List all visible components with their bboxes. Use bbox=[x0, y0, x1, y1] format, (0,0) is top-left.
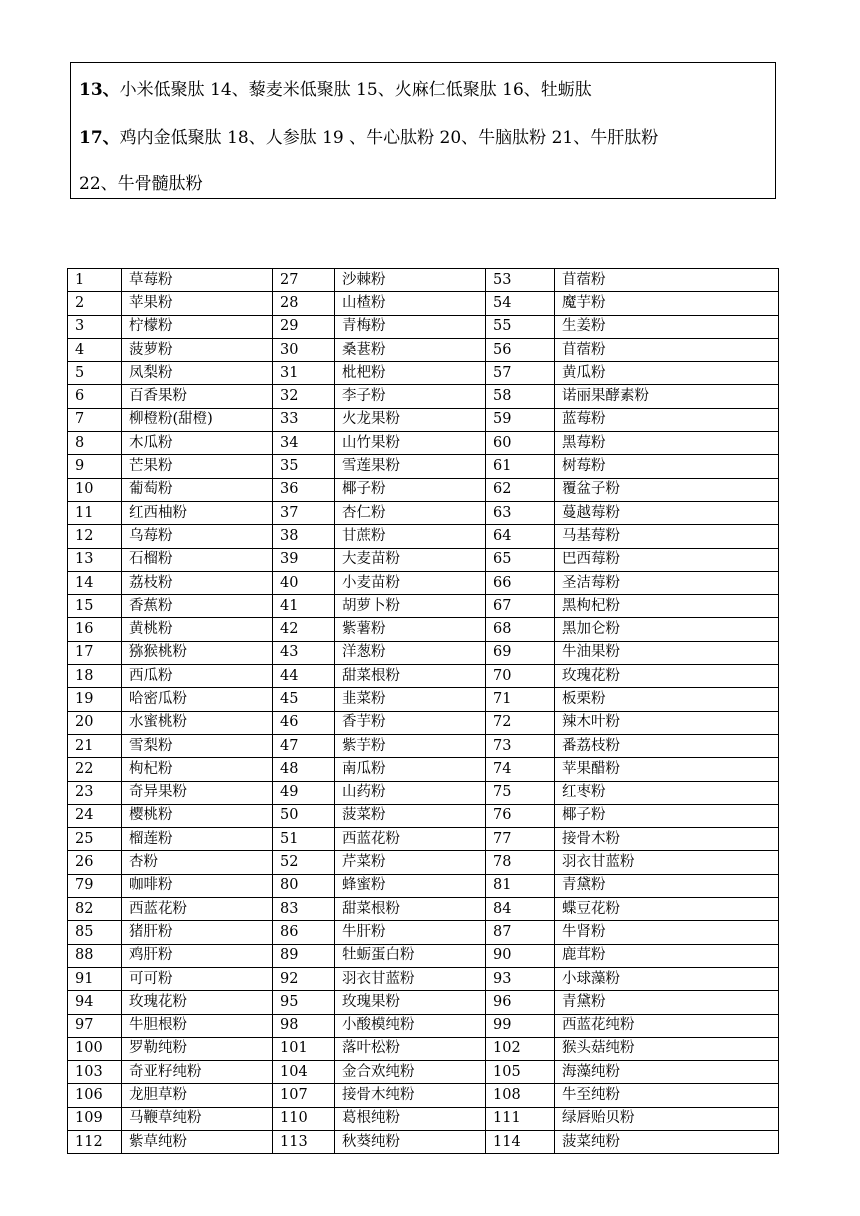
peptide-text: 小米低聚肽 14、藜麦米低聚肽 15、火麻仁低聚肽 16、牡蛎肽 bbox=[119, 80, 592, 100]
item-number-cell: 10 bbox=[68, 478, 122, 501]
item-number-cell: 46 bbox=[273, 711, 335, 734]
item-number-cell: 113 bbox=[273, 1130, 335, 1153]
table-row bbox=[68, 338, 779, 361]
item-name-cell: 凤梨粉 bbox=[122, 362, 273, 385]
item-name-cell: 青黛粉 bbox=[555, 874, 779, 897]
item-name-cell: 青黛粉 bbox=[555, 991, 779, 1014]
item-name-cell: 椰子粉 bbox=[555, 804, 779, 827]
item-number-cell: 19 bbox=[68, 688, 122, 711]
item-number-cell: 95 bbox=[273, 991, 335, 1014]
item-number-cell: 114 bbox=[486, 1130, 555, 1153]
item-number-cell: 94 bbox=[68, 991, 122, 1014]
item-name-cell: 猕猴桃粉 bbox=[122, 641, 273, 664]
item-number-cell: 31 bbox=[273, 362, 335, 385]
item-name-cell: 小酸模纯粉 bbox=[335, 1014, 486, 1037]
item-number-cell: 51 bbox=[273, 828, 335, 851]
item-name-cell: 黑枸杞粉 bbox=[555, 595, 779, 618]
item-name-cell: 韭菜粉 bbox=[335, 688, 486, 711]
item-number-cell: 81 bbox=[486, 874, 555, 897]
item-number-cell: 105 bbox=[486, 1061, 555, 1084]
item-name-cell: 大麦苗粉 bbox=[335, 548, 486, 571]
item-name-cell: 秋葵纯粉 bbox=[335, 1130, 486, 1153]
item-number-cell: 109 bbox=[68, 1107, 122, 1130]
item-name-cell: 树莓粉 bbox=[555, 455, 779, 478]
item-number-cell: 79 bbox=[68, 874, 122, 897]
table-row bbox=[68, 1130, 779, 1153]
table-row bbox=[68, 967, 779, 990]
item-number-cell: 57 bbox=[486, 362, 555, 385]
item-name-cell: 木瓜粉 bbox=[122, 432, 273, 455]
item-number-cell: 64 bbox=[486, 525, 555, 548]
item-number-cell: 33 bbox=[273, 408, 335, 431]
table-row bbox=[68, 665, 779, 688]
item-name-cell: 苹果醋粉 bbox=[555, 758, 779, 781]
item-number-cell: 13 bbox=[68, 548, 122, 571]
item-number-cell: 52 bbox=[273, 851, 335, 874]
item-number-cell: 4 bbox=[68, 338, 122, 361]
item-name-cell: 椰子粉 bbox=[335, 478, 486, 501]
item-number-cell: 82 bbox=[68, 898, 122, 921]
item-name-cell: 菠菜纯粉 bbox=[555, 1130, 779, 1153]
item-name-cell: 枸杞粉 bbox=[122, 758, 273, 781]
item-name-cell: 洋葱粉 bbox=[335, 641, 486, 664]
item-number-cell: 87 bbox=[486, 921, 555, 944]
item-name-cell: 可可粉 bbox=[122, 967, 273, 990]
item-name-cell: 黑莓粉 bbox=[555, 432, 779, 455]
item-number-cell: 67 bbox=[486, 595, 555, 618]
item-number-cell: 29 bbox=[273, 315, 335, 338]
table-row bbox=[68, 478, 779, 501]
item-name-cell: 山竹果粉 bbox=[335, 432, 486, 455]
item-number-cell: 70 bbox=[486, 665, 555, 688]
item-name-cell: 马基莓粉 bbox=[555, 525, 779, 548]
item-number-cell: 62 bbox=[486, 478, 555, 501]
item-name-cell: 红西柚粉 bbox=[122, 501, 273, 524]
item-number-cell: 106 bbox=[68, 1084, 122, 1107]
item-name-cell: 乌莓粉 bbox=[122, 525, 273, 548]
item-number-cell: 84 bbox=[486, 898, 555, 921]
item-number-cell: 7 bbox=[68, 408, 122, 431]
item-name-cell: 苜蓿粉 bbox=[555, 269, 779, 292]
item-name-cell: 覆盆子粉 bbox=[555, 478, 779, 501]
item-number-cell: 20 bbox=[68, 711, 122, 734]
item-number-cell: 54 bbox=[486, 292, 555, 315]
item-name-cell: 柠檬粉 bbox=[122, 315, 273, 338]
item-name-cell: 蜂蜜粉 bbox=[335, 874, 486, 897]
item-name-cell: 牛至纯粉 bbox=[555, 1084, 779, 1107]
item-name-cell: 咖啡粉 bbox=[122, 874, 273, 897]
item-name-cell: 苜蓿粉 bbox=[555, 338, 779, 361]
item-number-cell: 108 bbox=[486, 1084, 555, 1107]
item-number-cell: 72 bbox=[486, 711, 555, 734]
item-name-cell: 番荔枝粉 bbox=[555, 734, 779, 757]
table-row bbox=[68, 641, 779, 664]
item-number-cell: 73 bbox=[486, 734, 555, 757]
item-name-cell: 杏仁粉 bbox=[335, 501, 486, 524]
item-number-cell: 18 bbox=[68, 665, 122, 688]
item-name-cell: 奇亚籽纯粉 bbox=[122, 1061, 273, 1084]
item-name-cell: 板栗粉 bbox=[555, 688, 779, 711]
item-number-cell: 55 bbox=[486, 315, 555, 338]
item-number: 13、 bbox=[79, 80, 120, 100]
item-name-cell: 菠菜粉 bbox=[335, 804, 486, 827]
item-name-cell: 绿唇贻贝粉 bbox=[555, 1107, 779, 1130]
item-number-cell: 40 bbox=[273, 571, 335, 594]
item-name-cell: 沙棘粉 bbox=[335, 269, 486, 292]
item-number-cell: 98 bbox=[273, 1014, 335, 1037]
item-name-cell: 猪肝粉 bbox=[122, 921, 273, 944]
item-number: 17、 bbox=[79, 128, 120, 148]
item-number-cell: 76 bbox=[486, 804, 555, 827]
item-number-cell: 3 bbox=[68, 315, 122, 338]
item-name-cell: 蓝莓粉 bbox=[555, 408, 779, 431]
item-number-cell: 80 bbox=[273, 874, 335, 897]
item-number-cell: 77 bbox=[486, 828, 555, 851]
item-number-cell: 112 bbox=[68, 1130, 122, 1153]
peptide-line-1 bbox=[79, 75, 592, 100]
peptide-line-3: 22、牛骨髓肽粉 bbox=[79, 174, 203, 194]
item-name-cell: 牛油果粉 bbox=[555, 641, 779, 664]
item-number-cell: 48 bbox=[273, 758, 335, 781]
table-row bbox=[68, 1061, 779, 1084]
item-name-cell: 雪莲果粉 bbox=[335, 455, 486, 478]
item-name-cell: 雪梨粉 bbox=[122, 734, 273, 757]
item-number-cell: 36 bbox=[273, 478, 335, 501]
table-row bbox=[68, 991, 779, 1014]
item-name-cell: 牛胆根粉 bbox=[122, 1014, 273, 1037]
item-name-cell: 杏粉 bbox=[122, 851, 273, 874]
item-name-cell: 黄桃粉 bbox=[122, 618, 273, 641]
item-name-cell: 苹果粉 bbox=[122, 292, 273, 315]
item-name-cell: 甜菜根粉 bbox=[335, 898, 486, 921]
table-row bbox=[68, 898, 779, 921]
item-name-cell: 百香果粉 bbox=[122, 385, 273, 408]
item-number-cell: 43 bbox=[273, 641, 335, 664]
item-number-cell: 83 bbox=[273, 898, 335, 921]
table-row bbox=[68, 688, 779, 711]
item-name-cell: 甜菜根粉 bbox=[335, 665, 486, 688]
item-name-cell: 西蓝花纯粉 bbox=[555, 1014, 779, 1037]
item-name-cell: 草莓粉 bbox=[122, 269, 273, 292]
item-number-cell: 50 bbox=[273, 804, 335, 827]
item-name-cell: 羽衣甘蓝粉 bbox=[555, 851, 779, 874]
item-name-cell: 枇杷粉 bbox=[335, 362, 486, 385]
table-row bbox=[68, 571, 779, 594]
item-number-cell: 22 bbox=[68, 758, 122, 781]
table-row bbox=[68, 269, 779, 292]
item-name-cell: 西蓝花粉 bbox=[122, 898, 273, 921]
item-name-cell: 接骨木纯粉 bbox=[335, 1084, 486, 1107]
item-name-cell: 葡萄粉 bbox=[122, 478, 273, 501]
table-row bbox=[68, 828, 779, 851]
table-row bbox=[68, 408, 779, 431]
item-name-cell: 羽衣甘蓝粉 bbox=[335, 967, 486, 990]
item-number-cell: 21 bbox=[68, 734, 122, 757]
item-number-cell: 93 bbox=[486, 967, 555, 990]
table-row bbox=[68, 944, 779, 967]
table-row bbox=[68, 1107, 779, 1130]
item-number-cell: 69 bbox=[486, 641, 555, 664]
item-number-cell: 92 bbox=[273, 967, 335, 990]
item-name-cell: 葛根纯粉 bbox=[335, 1107, 486, 1130]
item-name-cell: 圣洁莓粉 bbox=[555, 571, 779, 594]
table-row bbox=[68, 711, 779, 734]
item-number-cell: 16 bbox=[68, 618, 122, 641]
peptide-list-box bbox=[70, 62, 776, 199]
table-row bbox=[68, 595, 779, 618]
item-number-cell: 61 bbox=[486, 455, 555, 478]
item-name-cell: 香芋粉 bbox=[335, 711, 486, 734]
table-row bbox=[68, 501, 779, 524]
item-number-cell: 30 bbox=[273, 338, 335, 361]
item-name-cell: 巴西莓粉 bbox=[555, 548, 779, 571]
item-number-cell: 90 bbox=[486, 944, 555, 967]
item-number-cell: 27 bbox=[273, 269, 335, 292]
item-name-cell: 紫芋粉 bbox=[335, 734, 486, 757]
table-row bbox=[68, 432, 779, 455]
item-number-cell: 96 bbox=[486, 991, 555, 1014]
table-row bbox=[68, 851, 779, 874]
item-name-cell: 牛肝粉 bbox=[335, 921, 486, 944]
item-number-cell: 14 bbox=[68, 571, 122, 594]
item-name-cell: 牛肾粉 bbox=[555, 921, 779, 944]
item-name-cell: 小麦苗粉 bbox=[335, 571, 486, 594]
item-number-cell: 8 bbox=[68, 432, 122, 455]
item-name-cell: 落叶松粉 bbox=[335, 1037, 486, 1060]
item-name-cell: 黑加仑粉 bbox=[555, 618, 779, 641]
item-name-cell: 猴头菇纯粉 bbox=[555, 1037, 779, 1060]
item-number-cell: 9 bbox=[68, 455, 122, 478]
peptide-line-2 bbox=[79, 123, 658, 148]
item-number-cell: 26 bbox=[68, 851, 122, 874]
item-name-cell: 榴莲粉 bbox=[122, 828, 273, 851]
item-number-cell: 34 bbox=[273, 432, 335, 455]
table-row bbox=[68, 1084, 779, 1107]
item-name-cell: 甘蔗粉 bbox=[335, 525, 486, 548]
table-row bbox=[68, 781, 779, 804]
table-row bbox=[68, 618, 779, 641]
item-name-cell: 西瓜粉 bbox=[122, 665, 273, 688]
item-name-cell: 鹿茸粉 bbox=[555, 944, 779, 967]
item-number-cell: 32 bbox=[273, 385, 335, 408]
item-number-cell: 68 bbox=[486, 618, 555, 641]
peptide-text: 鸡内金低聚肽 18、人参肽 19 、牛心肽粉 20、牛脑肽粉 21、牛肝肽粉 bbox=[119, 128, 659, 148]
table-row bbox=[68, 804, 779, 827]
table-row bbox=[68, 362, 779, 385]
item-number-cell: 102 bbox=[486, 1037, 555, 1060]
item-name-cell: 鸡肝粉 bbox=[122, 944, 273, 967]
table-row bbox=[68, 455, 779, 478]
item-name-cell: 玫瑰果粉 bbox=[335, 991, 486, 1014]
item-name-cell: 海藻纯粉 bbox=[555, 1061, 779, 1084]
powder-table-body bbox=[68, 269, 779, 1154]
item-name-cell: 辣木叶粉 bbox=[555, 711, 779, 734]
item-name-cell: 荔枝粉 bbox=[122, 571, 273, 594]
item-number-cell: 78 bbox=[486, 851, 555, 874]
item-name-cell: 诺丽果酵素粉 bbox=[555, 385, 779, 408]
item-name-cell: 火龙果粉 bbox=[335, 408, 486, 431]
item-number-cell: 44 bbox=[273, 665, 335, 688]
item-number-cell: 103 bbox=[68, 1061, 122, 1084]
item-number-cell: 58 bbox=[486, 385, 555, 408]
item-name-cell: 龙胆草粉 bbox=[122, 1084, 273, 1107]
item-name-cell: 黄瓜粉 bbox=[555, 362, 779, 385]
item-number-cell: 75 bbox=[486, 781, 555, 804]
item-number-cell: 11 bbox=[68, 501, 122, 524]
table-row bbox=[68, 1037, 779, 1060]
item-name-cell: 柳橙粉(甜橙) bbox=[122, 408, 273, 431]
item-number-cell: 35 bbox=[273, 455, 335, 478]
item-number-cell: 49 bbox=[273, 781, 335, 804]
item-number-cell: 89 bbox=[273, 944, 335, 967]
item-number-cell: 28 bbox=[273, 292, 335, 315]
item-name-cell: 石榴粉 bbox=[122, 548, 273, 571]
item-number-cell: 86 bbox=[273, 921, 335, 944]
item-number-cell: 5 bbox=[68, 362, 122, 385]
item-name-cell: 南瓜粉 bbox=[335, 758, 486, 781]
item-number-cell: 45 bbox=[273, 688, 335, 711]
table-row bbox=[68, 315, 779, 338]
item-name-cell: 玫瑰花粉 bbox=[555, 665, 779, 688]
item-number-cell: 74 bbox=[486, 758, 555, 781]
item-number-cell: 47 bbox=[273, 734, 335, 757]
item-name-cell: 胡萝卜粉 bbox=[335, 595, 486, 618]
item-number-cell: 66 bbox=[486, 571, 555, 594]
item-name-cell: 紫薯粉 bbox=[335, 618, 486, 641]
item-name-cell: 魔芋粉 bbox=[555, 292, 779, 315]
item-number-cell: 100 bbox=[68, 1037, 122, 1060]
item-number-cell: 110 bbox=[273, 1107, 335, 1130]
item-name-cell: 香蕉粉 bbox=[122, 595, 273, 618]
item-number-cell: 1 bbox=[68, 269, 122, 292]
table-row bbox=[68, 525, 779, 548]
item-name-cell: 红枣粉 bbox=[555, 781, 779, 804]
item-name-cell: 马鞭草纯粉 bbox=[122, 1107, 273, 1130]
item-name-cell: 玫瑰花粉 bbox=[122, 991, 273, 1014]
item-number-cell: 107 bbox=[273, 1084, 335, 1107]
item-number-cell: 41 bbox=[273, 595, 335, 618]
item-number-cell: 59 bbox=[486, 408, 555, 431]
item-name-cell: 李子粉 bbox=[335, 385, 486, 408]
item-number-cell: 15 bbox=[68, 595, 122, 618]
item-name-cell: 蝶豆花粉 bbox=[555, 898, 779, 921]
item-number-cell: 6 bbox=[68, 385, 122, 408]
item-number-cell: 111 bbox=[486, 1107, 555, 1130]
item-name-cell: 西蓝花粉 bbox=[335, 828, 486, 851]
item-number-cell: 23 bbox=[68, 781, 122, 804]
item-number-cell: 38 bbox=[273, 525, 335, 548]
item-number-cell: 97 bbox=[68, 1014, 122, 1037]
item-number-cell: 25 bbox=[68, 828, 122, 851]
item-number-cell: 88 bbox=[68, 944, 122, 967]
item-number-cell: 104 bbox=[273, 1061, 335, 1084]
powder-table bbox=[67, 268, 779, 1154]
item-name-cell: 水蜜桃粉 bbox=[122, 711, 273, 734]
item-number-cell: 63 bbox=[486, 501, 555, 524]
item-name-cell: 芒果粉 bbox=[122, 455, 273, 478]
item-number-cell: 91 bbox=[68, 967, 122, 990]
item-number-cell: 53 bbox=[486, 269, 555, 292]
item-name-cell: 青梅粉 bbox=[335, 315, 486, 338]
item-number-cell: 12 bbox=[68, 525, 122, 548]
item-number-cell: 42 bbox=[273, 618, 335, 641]
item-name-cell: 小球藻粉 bbox=[555, 967, 779, 990]
table-row bbox=[68, 385, 779, 408]
item-number-cell: 99 bbox=[486, 1014, 555, 1037]
item-number-cell: 2 bbox=[68, 292, 122, 315]
item-number-cell: 39 bbox=[273, 548, 335, 571]
item-number-cell: 24 bbox=[68, 804, 122, 827]
item-name-cell: 接骨木粉 bbox=[555, 828, 779, 851]
item-name-cell: 芹菜粉 bbox=[335, 851, 486, 874]
item-name-cell: 菠萝粉 bbox=[122, 338, 273, 361]
table-row bbox=[68, 921, 779, 944]
item-name-cell: 罗勒纯粉 bbox=[122, 1037, 273, 1060]
item-name-cell: 牡蛎蛋白粉 bbox=[335, 944, 486, 967]
table-row bbox=[68, 734, 779, 757]
item-number-cell: 85 bbox=[68, 921, 122, 944]
item-number-cell: 65 bbox=[486, 548, 555, 571]
item-number-cell: 17 bbox=[68, 641, 122, 664]
item-number-cell: 101 bbox=[273, 1037, 335, 1060]
item-name-cell: 桑葚粉 bbox=[335, 338, 486, 361]
item-name-cell: 金合欢纯粉 bbox=[335, 1061, 486, 1084]
item-name-cell: 山药粉 bbox=[335, 781, 486, 804]
item-number-cell: 56 bbox=[486, 338, 555, 361]
item-name-cell: 山楂粉 bbox=[335, 292, 486, 315]
table-row bbox=[68, 874, 779, 897]
table-row bbox=[68, 1014, 779, 1037]
item-name-cell: 紫草纯粉 bbox=[122, 1130, 273, 1153]
item-number-cell: 71 bbox=[486, 688, 555, 711]
item-number-cell: 37 bbox=[273, 501, 335, 524]
item-number-cell: 60 bbox=[486, 432, 555, 455]
item-name-cell: 樱桃粉 bbox=[122, 804, 273, 827]
item-name-cell: 奇异果粉 bbox=[122, 781, 273, 804]
table-row bbox=[68, 758, 779, 781]
item-name-cell: 生姜粉 bbox=[555, 315, 779, 338]
item-name-cell: 蔓越莓粉 bbox=[555, 501, 779, 524]
table-row bbox=[68, 292, 779, 315]
item-name-cell: 哈密瓜粉 bbox=[122, 688, 273, 711]
table-row bbox=[68, 548, 779, 571]
